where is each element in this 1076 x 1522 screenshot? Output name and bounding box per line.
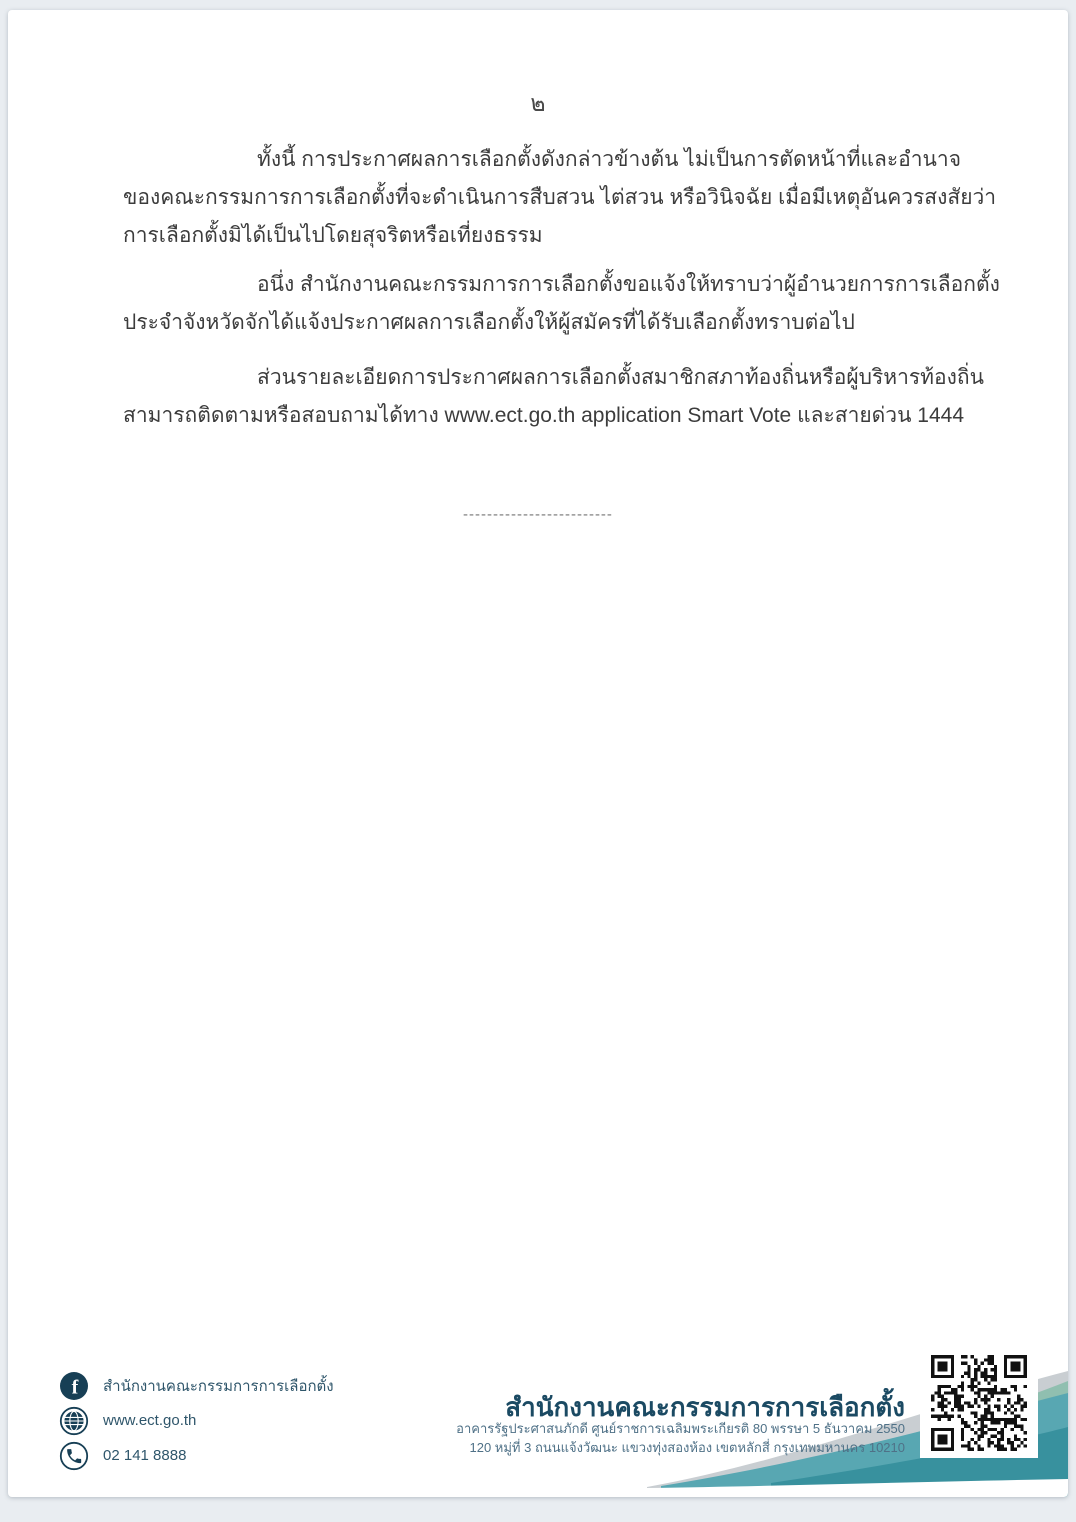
phone-icon <box>59 1441 89 1471</box>
contact-row-website <box>59 1403 334 1438</box>
facebook-icon <box>59 1371 89 1401</box>
text-line: ประจำจังหวัดจักได้แจ้งประกาศผลการเลือกตั้งให้ผู้สมัครที่ได้รับเลือกตั้งทราบต่อไป <box>123 311 855 334</box>
text-line: อนึ่ง สำนักงานคณะกรรมการการเลือกตั้งขอแจ้งให้ทราบว่าผู้อำนวยการการเลือกตั้ง <box>257 273 1000 296</box>
paragraph <box>123 359 984 435</box>
org-name: สำนักงานคณะกรรมการการเลือกตั้ง <box>505 1392 905 1422</box>
org-address-line1: อาคารรัฐประศาสนภักดี ศูนย์ราชการเฉลิมพระเกียรติ 80 พรรษา 5 ธันวาคม 2550 <box>456 1421 905 1436</box>
text-line: ส่วนรายละเอียดการประกาศผลการเลือกตั้งสมาชิกสภาท้องถิ่นหรือผู้บริหารท้องถิ่น <box>257 366 984 389</box>
contact-row-facebook <box>59 1368 334 1403</box>
separator-dashes: ------------------------- <box>463 506 613 523</box>
contact-row-phone <box>59 1438 334 1473</box>
text-line: การเลือกตั้งมิได้เป็นไปโดยสุจริตหรือเที่ยงธรรม <box>123 224 543 247</box>
contact-label: 02 141 8888 <box>103 1447 187 1464</box>
contact-label: www.ect.go.th <box>103 1412 197 1429</box>
text-line: ทั้งนี้ การประกาศผลการเลือกตั้งดังกล่าวข้างต้น ไม่เป็นการตัดหน้าที่และอำนาจ <box>257 148 962 171</box>
page-number: ๒ <box>530 90 546 116</box>
globe-icon <box>59 1406 89 1436</box>
text-line: ของคณะกรรมการการเลือกตั้งที่จะดำเนินการสืบสวน ไต่สวน หรือวินิจฉัย เมื่อมีเหตุอันควรสงสัยว่า <box>123 186 997 209</box>
paragraph <box>123 266 1000 342</box>
org-address-line2: 120 หมู่ที่ 3 ถนนแจ้งวัฒนะ แขวงทุ่งสองห้อง เขตหลักสี่ กรุงเทพมหานคร 10210 <box>469 1440 905 1455</box>
paragraph <box>123 141 997 255</box>
text-line: สามารถติดตามหรือสอบถามได้ทาง www.ect.go.th application Smart Vote และสายด่วน 1444 <box>123 404 965 427</box>
document-page <box>8 10 1068 1497</box>
qr-code <box>920 1348 1038 1458</box>
contact-list <box>59 1368 334 1473</box>
svg-text:f: f <box>71 1376 79 1398</box>
contact-label: สำนักงานคณะกรรมการการเลือกตั้ง <box>103 1377 334 1395</box>
